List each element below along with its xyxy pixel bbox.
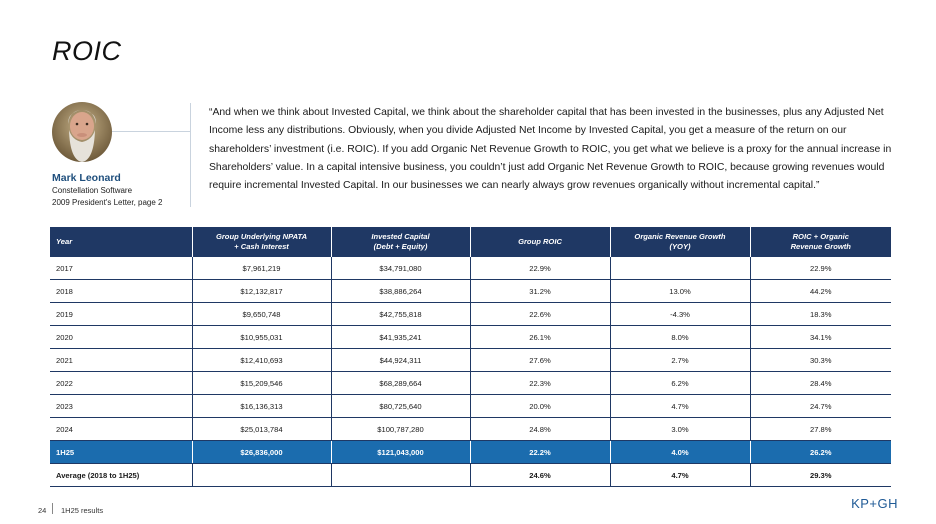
header-roic-plus-growth: ROIC + Organic Revenue Growth (750, 227, 891, 257)
table-row (50, 303, 891, 326)
table-cell: 1H25 (50, 441, 192, 464)
table-cell: 31.2% (470, 280, 610, 303)
table-cell (331, 464, 470, 487)
table-cell: 2018 (50, 280, 192, 303)
table-cell: $15,209,546 (192, 372, 331, 395)
table-cell: 4.0% (610, 441, 750, 464)
person-photo (52, 102, 112, 162)
table-cell: 27.8% (750, 418, 891, 441)
table-cell: 22.9% (470, 257, 610, 280)
table-cell: 2022 (50, 372, 192, 395)
header-year: Year (50, 227, 192, 257)
table-cell (610, 257, 750, 280)
person-source: 2009 President's Letter, page 2 (52, 198, 163, 207)
table-cell: $68,289,664 (331, 372, 470, 395)
table-cell: 44.2% (750, 280, 891, 303)
person-company: Constellation Software (52, 186, 133, 195)
header-organic-growth: Organic Revenue Growth (YOY) (610, 227, 750, 257)
footer-divider (52, 503, 53, 514)
table-cell: 2020 (50, 326, 192, 349)
connector-line (112, 131, 190, 132)
table-cell: 24.7% (750, 395, 891, 418)
table-cell: 4.7% (610, 395, 750, 418)
table-cell: 2.7% (610, 349, 750, 372)
table-cell: 2021 (50, 349, 192, 372)
table-cell: 27.6% (470, 349, 610, 372)
table-cell: -4.3% (610, 303, 750, 326)
table-cell: $26,836,000 (192, 441, 331, 464)
table-cell: 2019 (50, 303, 192, 326)
table-row (50, 464, 891, 487)
table-header-row (50, 227, 891, 257)
table-cell: 30.3% (750, 349, 891, 372)
table-cell: $16,136,313 (192, 395, 331, 418)
person-name: Mark Leonard (52, 172, 121, 184)
header-invested-capital: Invested Capital (Debt + Equity) (331, 227, 470, 257)
table-cell: $10,955,031 (192, 326, 331, 349)
table-cell: 2023 (50, 395, 192, 418)
table-cell: 22.6% (470, 303, 610, 326)
table-cell: 13.0% (610, 280, 750, 303)
table-row (50, 395, 891, 418)
table-cell: $42,755,818 (331, 303, 470, 326)
table-cell: 29.3% (750, 464, 891, 487)
roic-table (50, 227, 891, 487)
table-cell: $12,132,817 (192, 280, 331, 303)
table-cell: 22.9% (750, 257, 891, 280)
table-cell: 8.0% (610, 326, 750, 349)
table-cell: $7,961,219 (192, 257, 331, 280)
table-cell: $9,650,748 (192, 303, 331, 326)
table-cell: 6.2% (610, 372, 750, 395)
table-cell (192, 464, 331, 487)
page-title: ROIC (52, 36, 122, 66)
table-cell: $121,043,000 (331, 441, 470, 464)
table-cell: $41,935,241 (331, 326, 470, 349)
table-row (50, 326, 891, 349)
table-cell: 26.1% (470, 326, 610, 349)
portrait-image (52, 102, 112, 162)
header-group-roic: Group ROIC (470, 227, 610, 257)
table-cell: 22.2% (470, 441, 610, 464)
table-cell: 2024 (50, 418, 192, 441)
quote-divider (190, 103, 191, 207)
table-cell: 22.3% (470, 372, 610, 395)
page-number: 24 (38, 506, 47, 515)
table-cell: 24.8% (470, 418, 610, 441)
table-cell: 20.0% (470, 395, 610, 418)
quote-text: “And when we think about Invested Capital, we think about the shareholder capital that has been invested in the businesses, plus any Adjusted Net Income less any distributions. Obviously, when you divide Adjusted Net Income by Invested Capital, you get a measure of the return on our shareholders’ investment (i.e. ROIC). If you add Organic Net Revenue Growth to ROIC, you get what we believe is a proxy for the annual increase in Shareholders’ value. In a capital intensive business, you couldn’t just add Organic Net Revenue Growth to ROIC, because growing revenues would require incremental Invested Capital. In our businesses we can nearly always grow revenues organically without incremental capital.” (209, 107, 892, 192)
table-cell: 34.1% (750, 326, 891, 349)
table-cell: 24.6% (470, 464, 610, 487)
table-cell: 2017 (50, 257, 192, 280)
table-row (50, 257, 891, 280)
table-cell: 3.0% (610, 418, 750, 441)
company-logo: KP+GH (851, 496, 898, 511)
header-npata: Group Underlying NPATA + Cash Interest (192, 227, 331, 257)
footer-label: 1H25 results (61, 506, 104, 515)
table-row (50, 418, 891, 441)
table-cell: $12,410,693 (192, 349, 331, 372)
table-cell: 26.2% (750, 441, 891, 464)
table-cell: 18.3% (750, 303, 891, 326)
table-cell: $25,013,784 (192, 418, 331, 441)
table-cell: $34,791,080 (331, 257, 470, 280)
table-row (50, 280, 891, 303)
table-row (50, 441, 891, 464)
table-cell: $44,924,311 (331, 349, 470, 372)
table-cell: $80,725,640 (331, 395, 470, 418)
table-cell: 4.7% (610, 464, 750, 487)
table-cell: 28.4% (750, 372, 891, 395)
table-row (50, 349, 891, 372)
table-cell: Average (2018 to 1H25) (50, 464, 192, 487)
table-row (50, 372, 891, 395)
table-cell: $38,886,264 (331, 280, 470, 303)
table-cell: $100,787,280 (331, 418, 470, 441)
